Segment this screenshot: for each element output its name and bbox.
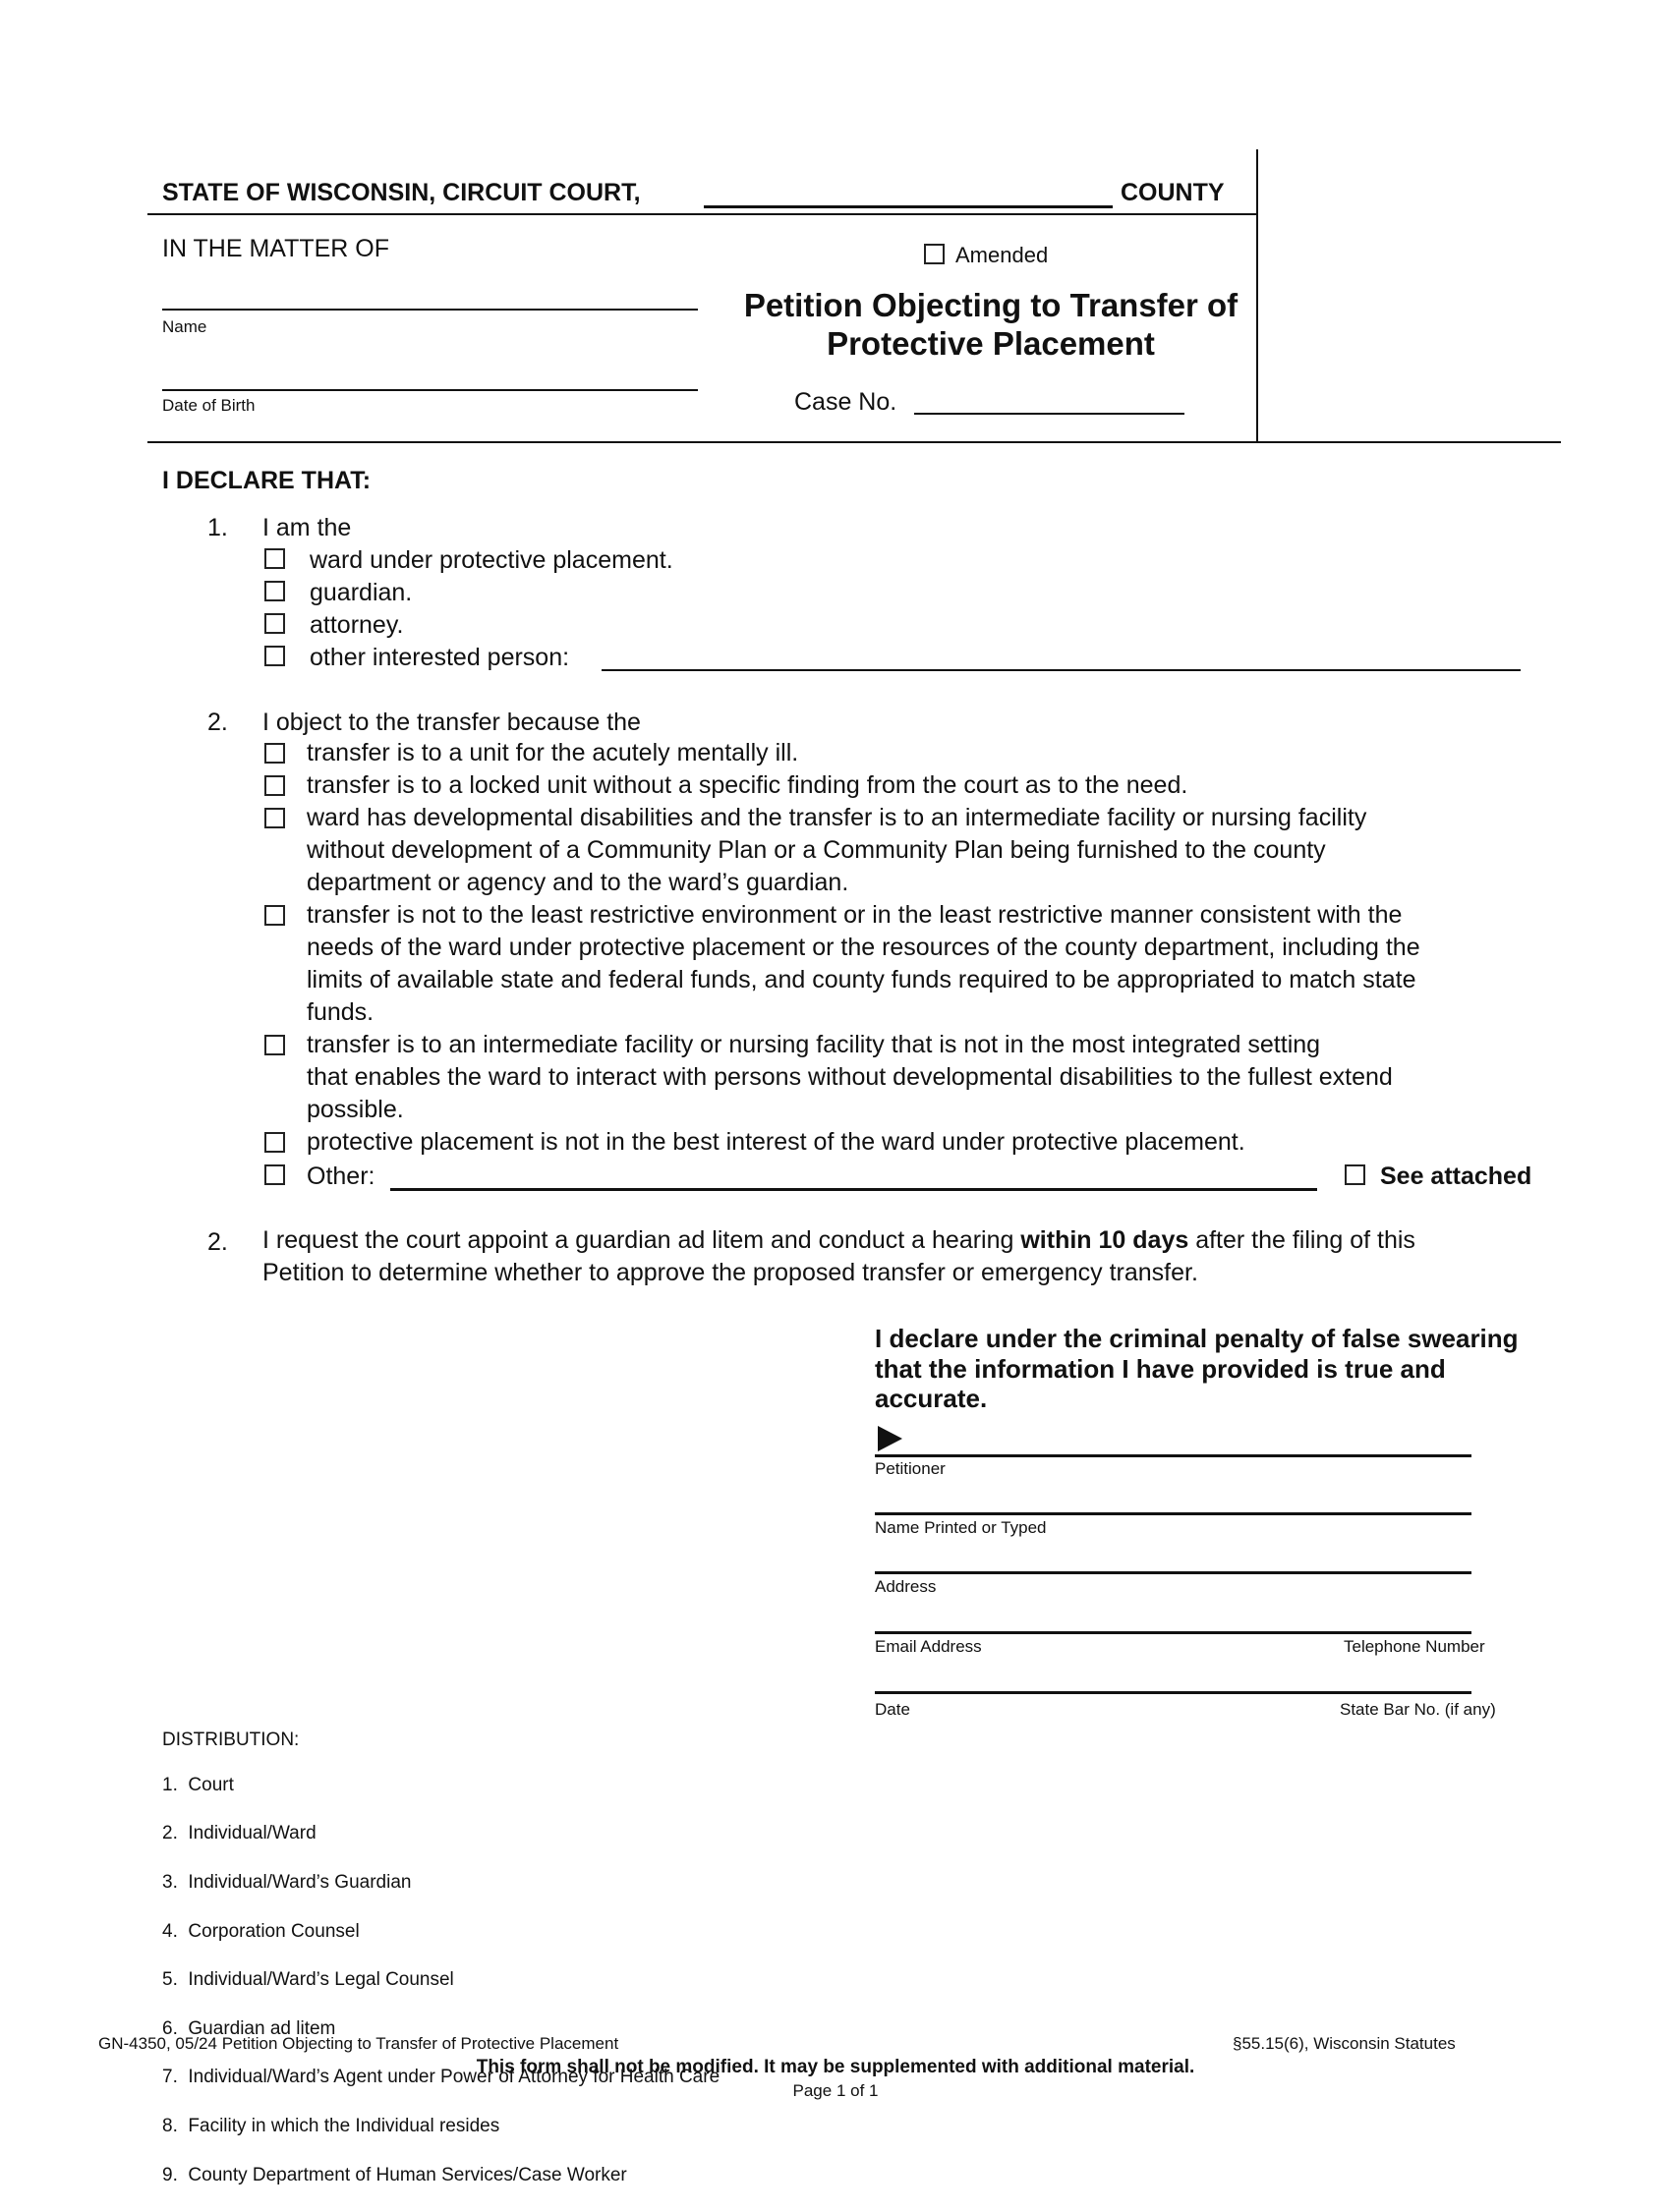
distribution-list — [162, 1749, 720, 2212]
checkbox-guardian[interactable] — [264, 581, 285, 601]
checkbox-objection[interactable] — [264, 905, 285, 926]
amended-checkbox[interactable] — [924, 244, 945, 264]
name-printed-field[interactable] — [875, 1512, 1471, 1515]
case-no-field[interactable] — [914, 413, 1184, 415]
text-line: transfer is to an intermediate facility or nursing facility that is not in the most integrated setting — [307, 1031, 1321, 1058]
declare-heading: I DECLARE THAT: — [162, 467, 372, 494]
objection-text — [307, 737, 798, 769]
text-line: department or agency and to the ward’s guardian. — [307, 869, 849, 896]
sign-here-arrow-icon — [878, 1426, 902, 1451]
text-line: limits of available state and federal funds, and county funds required to be appropriated to match state — [307, 966, 1416, 993]
address-field[interactable] — [875, 1571, 1471, 1574]
divider — [147, 213, 1257, 215]
list-item: 5. Individual/Ward’s Legal Counsel — [162, 1969, 454, 1991]
case-no-label: Case No. — [794, 388, 897, 416]
county-label: COUNTY — [1121, 179, 1225, 206]
distribution-title: DISTRIBUTION: — [162, 1730, 300, 1750]
other-label: Other: — [307, 1163, 375, 1190]
list-item: 6. Guardian ad litem — [162, 2017, 336, 2039]
text-line: transfer is to a unit for the acutely mentally ill. — [307, 739, 799, 766]
option-label: other interested person: — [310, 644, 570, 671]
dob-field[interactable] — [162, 389, 698, 391]
text-line: that the information I have provided is true and — [875, 1353, 1446, 1384]
email-phone-field[interactable] — [875, 1631, 1471, 1634]
list-item: 7. Individual/Ward’s Agent under Power of Attorney for Health Care — [162, 2067, 720, 2088]
objection-text — [307, 1126, 1245, 1159]
dob-label: Date of Birth — [162, 396, 256, 415]
objection-text — [307, 769, 1187, 802]
email-label: Email Address — [875, 1637, 982, 1656]
list-item: 3. Individual/Ward’s Guardian — [162, 1871, 412, 1893]
text-line: accurate. — [875, 1384, 988, 1413]
text-line: without development of a Community Plan or a Community Plan being furnished to the county — [307, 836, 1326, 864]
court-heading: STATE OF WISCONSIN, CIRCUIT COURT, — [162, 179, 641, 206]
modification-notice: This form shall not be modified. It may be supplemented with additional material. — [476, 2057, 1195, 2077]
text-line: ward has developmental disabilities and the transfer is to an intermediate facility or nursing facility — [307, 804, 1367, 831]
checkbox-other-interested[interactable] — [264, 646, 285, 666]
name-field[interactable] — [162, 309, 698, 311]
text: after the filing of this — [1188, 1226, 1415, 1254]
text-bold: within 10 days — [1020, 1226, 1189, 1254]
checkbox-objection[interactable] — [264, 775, 285, 796]
declaration-text — [875, 1324, 1519, 1414]
list-item: 9. County Department of Human Services/Case Worker — [162, 2164, 627, 2185]
divider — [147, 441, 1561, 443]
text-line: possible. — [307, 1096, 404, 1123]
checkbox-ward[interactable] — [264, 548, 285, 569]
request-text — [262, 1224, 1415, 1289]
text-line: I declare under the criminal penalty of false swearing — [875, 1324, 1519, 1353]
other-interested-field[interactable] — [602, 669, 1521, 671]
text-line: needs of the ward under protective placement or the resources of the county department, including the — [307, 934, 1420, 961]
text: I request the court appoint a guardian ad litem and conduct a hearing — [262, 1226, 1021, 1254]
statute: §55.15(6), Wisconsin Statutes — [1233, 2034, 1456, 2053]
form-title: Petition Objecting to Transfer of — [743, 287, 1239, 323]
telephone-label: Telephone Number — [1344, 1637, 1485, 1656]
address-label: Address — [875, 1577, 937, 1596]
checkbox-objection[interactable] — [264, 1132, 285, 1153]
text-line: funds. — [307, 998, 375, 1026]
list-item: 4. Corporation Counsel — [162, 1920, 360, 1942]
option-label: ward under protective placement. — [310, 546, 673, 574]
objection-text — [307, 802, 1366, 899]
list-item: 8. Facility in which the Individual resides — [162, 2115, 500, 2136]
see-attached-checkbox[interactable] — [1345, 1164, 1365, 1185]
option-label: attorney. — [310, 611, 404, 639]
checkbox-objection[interactable] — [264, 743, 285, 764]
see-attached-label: See attached — [1380, 1163, 1532, 1190]
amended-label: Amended — [955, 243, 1049, 267]
other-field[interactable] — [390, 1188, 1317, 1191]
checkbox-attorney[interactable] — [264, 613, 285, 634]
list-item: 2. Individual/Ward — [162, 1823, 317, 1844]
petitioner-label: Petitioner — [875, 1459, 946, 1478]
item-number: 1. — [207, 514, 228, 541]
item2-lead: I object to the transfer because the — [262, 709, 641, 736]
page-number: Page 1 of 1 — [792, 2081, 879, 2100]
list-item: 1. Court — [162, 1774, 234, 1795]
text-line: transfer is not to the least restrictive environment or in the least restrictive manner consistent with the — [307, 901, 1403, 929]
text-line: protective placement is not in the best interest of the ward under protective placement. — [307, 1128, 1245, 1156]
objection-text — [307, 1029, 1393, 1126]
form-title-line2: Protective Placement — [827, 325, 1155, 362]
petitioner-signature-field[interactable] — [875, 1454, 1471, 1457]
text-line: transfer is to a locked unit without a specific finding from the court as to the need. — [307, 771, 1188, 799]
checkbox-objection[interactable] — [264, 1035, 285, 1055]
date-label: Date — [875, 1700, 910, 1719]
bar-no-label: State Bar No. (if any) — [1340, 1700, 1496, 1719]
item-number: 2. — [207, 709, 228, 736]
checkbox-objection[interactable] — [264, 808, 285, 828]
date-bar-field[interactable] — [875, 1691, 1471, 1694]
objection-text — [307, 899, 1420, 1029]
name-printed-label: Name Printed or Typed — [875, 1518, 1047, 1537]
item1-lead: I am the — [262, 514, 352, 541]
matter-label: IN THE MATTER OF — [162, 235, 390, 262]
name-label: Name — [162, 317, 207, 336]
text-line: that enables the ward to interact with persons without developmental disabilities to the fullest extend — [307, 1063, 1393, 1091]
item-number: 2. — [207, 1228, 228, 1256]
checkbox-other[interactable] — [264, 1164, 285, 1185]
county-field[interactable] — [704, 205, 1113, 208]
form-id: GN-4350, 05/24 Petition Objecting to Transfer of Protective Placement — [98, 2034, 619, 2053]
text-line: Petition to determine whether to approve the proposed transfer or emergency transfer. — [262, 1259, 1198, 1286]
option-label: guardian. — [310, 579, 413, 606]
